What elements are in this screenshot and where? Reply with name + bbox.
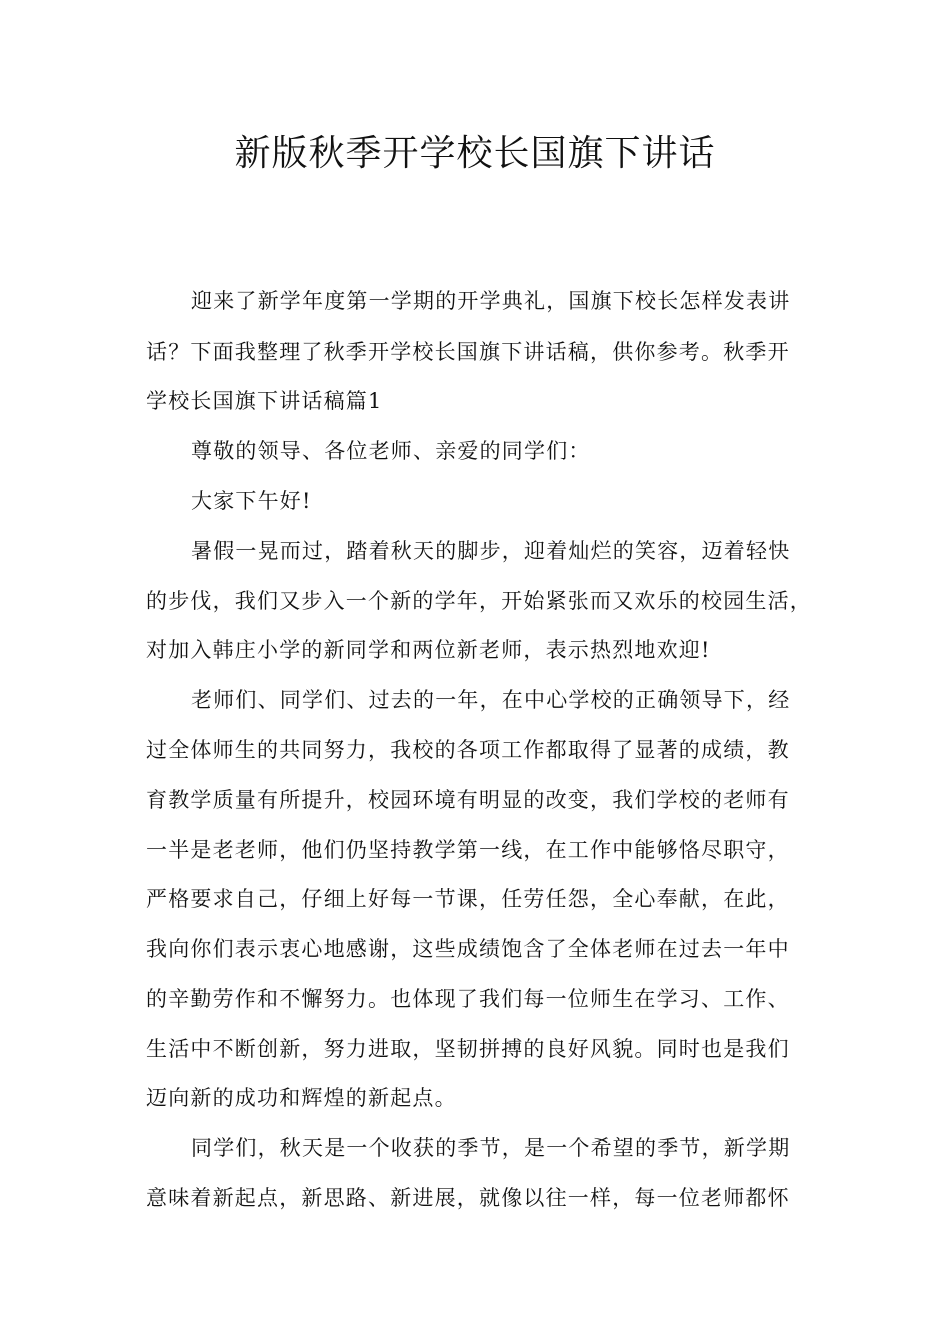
paragraph-2-line-1: 老师们、同学们、过去的一年，在中心学校的正确领导下，经 <box>191 688 791 712</box>
paragraph-3-line-2: 意味着新起点，新思路、新进展，就像以往一样，每一位老师都怀 <box>146 1186 790 1210</box>
paragraph-2-line-7: 的辛勤劳作和不懈努力。也体现了我们每一位师生在学习、工作、 <box>146 987 790 1011</box>
greeting-line: 大家下午好! <box>191 489 312 513</box>
paragraph-2-line-6: 我向你们表示衷心地感谢，这些成绩饱含了全体老师在过去一年中 <box>146 937 790 961</box>
paragraph-2-line-8: 生活中不断创新，努力进取，坚韧拼搏的良好风貌。同时也是我们 <box>146 1037 790 1061</box>
intro-line-1: 迎来了新学年度第一学期的开学典礼，国旗下校长怎样发表讲 <box>191 289 791 313</box>
paragraph-2-line-5: 严格要求自己，仔细上好每一节课，任劳任怨，全心奉献，在此， <box>146 887 790 911</box>
paragraph-2-line-4: 一半是老老师，他们仍坚持教学第一线，在工作中能够恪尽职守， <box>146 838 790 862</box>
paragraph-3-line-1: 同学们，秋天是一个收获的季节，是一个希望的季节，新学期 <box>191 1136 791 1160</box>
paragraph-2-line-3: 育教学质量有所提升，校园环境有明显的改变，我们学校的老师有 <box>146 788 790 812</box>
salutation-line: 尊敬的领导、各位老师、亲爱的同学们： <box>191 439 591 463</box>
paragraph-2-line-9: 迈向新的成功和辉煌的新起点。 <box>146 1086 457 1110</box>
paragraph-1-line-2: 的步伐，我们又步入一个新的学年，开始紧张而又欢乐的校园生活， <box>146 589 812 613</box>
paragraph-1-line-3: 对加入韩庄小学的新同学和两位新老师，表示热烈地欢迎! <box>146 638 711 662</box>
document-title: 新版秋季开学校长国旗下讲话 <box>234 133 716 174</box>
intro-line-3: 学校长国旗下讲话稿篇1 <box>146 389 383 413</box>
intro-line-2: 话？下面我整理了秋季开学校长国旗下讲话稿，供你参考。秋季开 <box>146 340 790 364</box>
paragraph-2-line-2: 过全体师生的共同努力，我校的各项工作都取得了显著的成绩，教 <box>146 738 790 762</box>
paragraph-1-line-1: 暑假一晃而过，踏着秋天的脚步，迎着灿烂的笑容，迈着轻快 <box>191 539 791 563</box>
